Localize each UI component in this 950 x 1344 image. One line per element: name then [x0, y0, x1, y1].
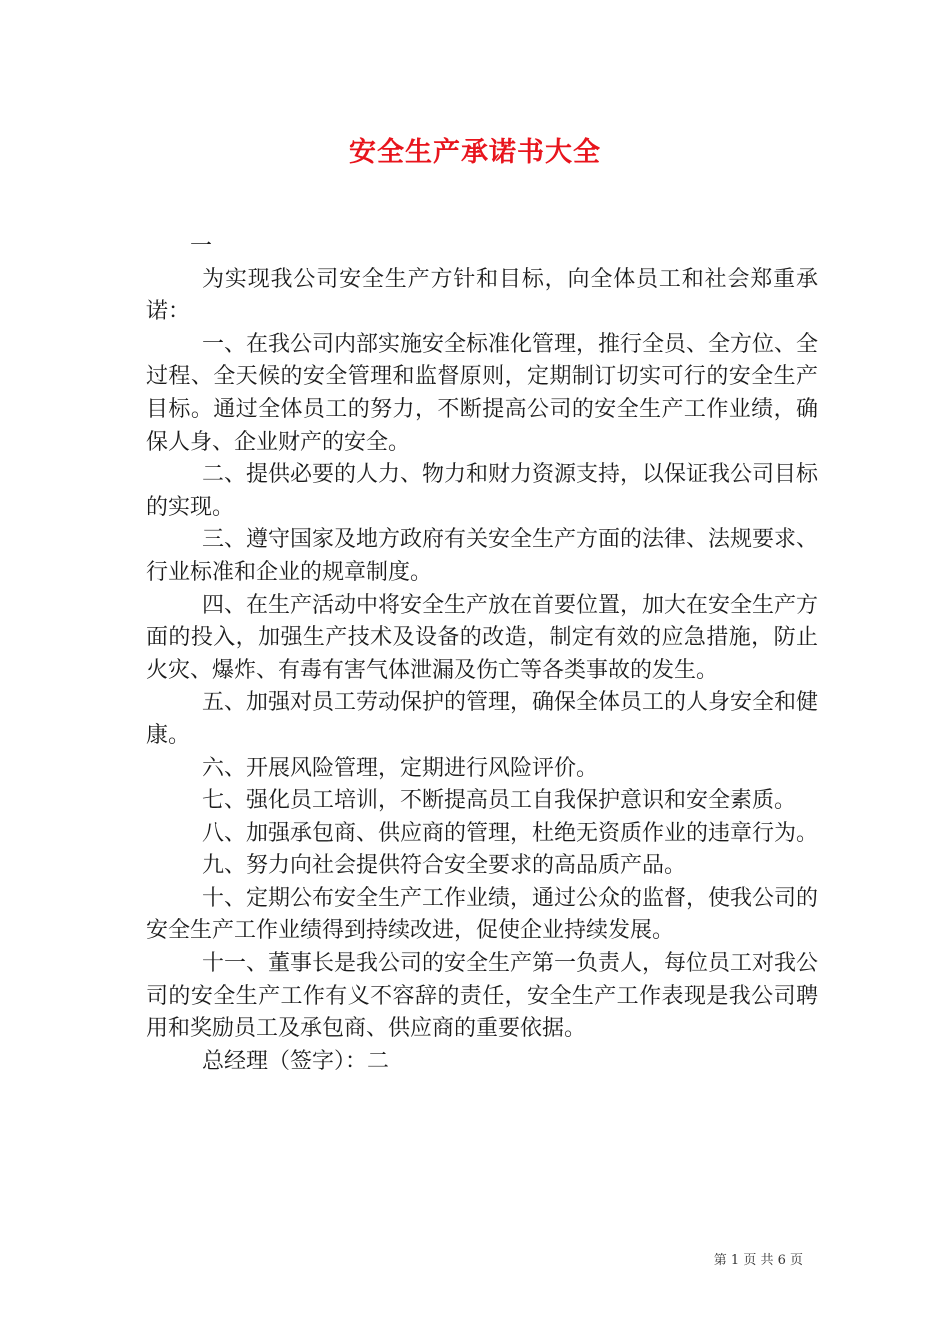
paragraph-item-2: 二、提供必要的人力、物力和财力资源支持，以保证我公司目标的实现。 [146, 462, 819, 520]
paragraph-item-11: 十一、董事长是我公司的安全生产第一负责人，每位员工对我公司的安全生产工作有义不容辞的责任，安全生产工作表现是我公司聘用和奖励员工及承包商、供应商的重要依据。 [146, 951, 819, 1042]
document-body [146, 231, 818, 1078]
page-number: 第 1 页 共 6 页 [713, 1253, 803, 1268]
section-number: 一 [190, 234, 213, 259]
paragraph-item-7: 七、强化员工培训，不断提高员工自我保护意识和安全素质。 [202, 788, 797, 814]
section-heading [146, 231, 818, 264]
paragraph-item-3: 三、遵守国家及地方政府有关安全生产方面的法律、法规要求、行业标准和企业的规章制度。 [146, 527, 819, 585]
paragraph-item-10: 十、定期公布安全生产工作业绩，通过公众的监督，使我公司的安全生产工作业绩得到持续改进，促使企业持续发展。 [146, 885, 819, 944]
paragraph-item-9: 九、努力向社会提供符合安全要求的高品质产品。 [202, 853, 687, 879]
paragraph-intro: 为实现我公司安全生产方针和目标，向全体员工和社会郑重承诺： [146, 266, 818, 325]
paragraph-item-4: 四、在生产活动中将安全生产放在首要位置，加大在安全生产方面的投入，加强生产技术及设备的改造，制定有效的应急措施，防止火灾、爆炸、有毒有害气体泄漏及伤亡等各类事故的发生。 [146, 592, 819, 683]
signature-line: 总经理（签字）：二 [202, 1048, 390, 1074]
paragraph-item-5: 五、加强对员工劳动保护的管理，确保全体员工的人身安全和健康。 [146, 690, 819, 748]
paragraph-item-1: 一、在我公司内部实施安全标准化管理，推行全员、全方位、全过程、全天候的安全管理和监督原则，定期制订切实可行的安全生产目标。通过全体员工的努力，不断提高公司的安全生产工作业绩，确保人身、企业财产的安全。 [146, 331, 819, 455]
paragraph-item-6: 六、开展风险管理，定期进行风险评价。 [202, 755, 599, 781]
document-title: 安全生产承诺书大全 [349, 137, 601, 168]
paragraph-item-8: 八、加强承包商、供应商的管理，杜绝无资质作业的违章行为。 [202, 820, 819, 846]
